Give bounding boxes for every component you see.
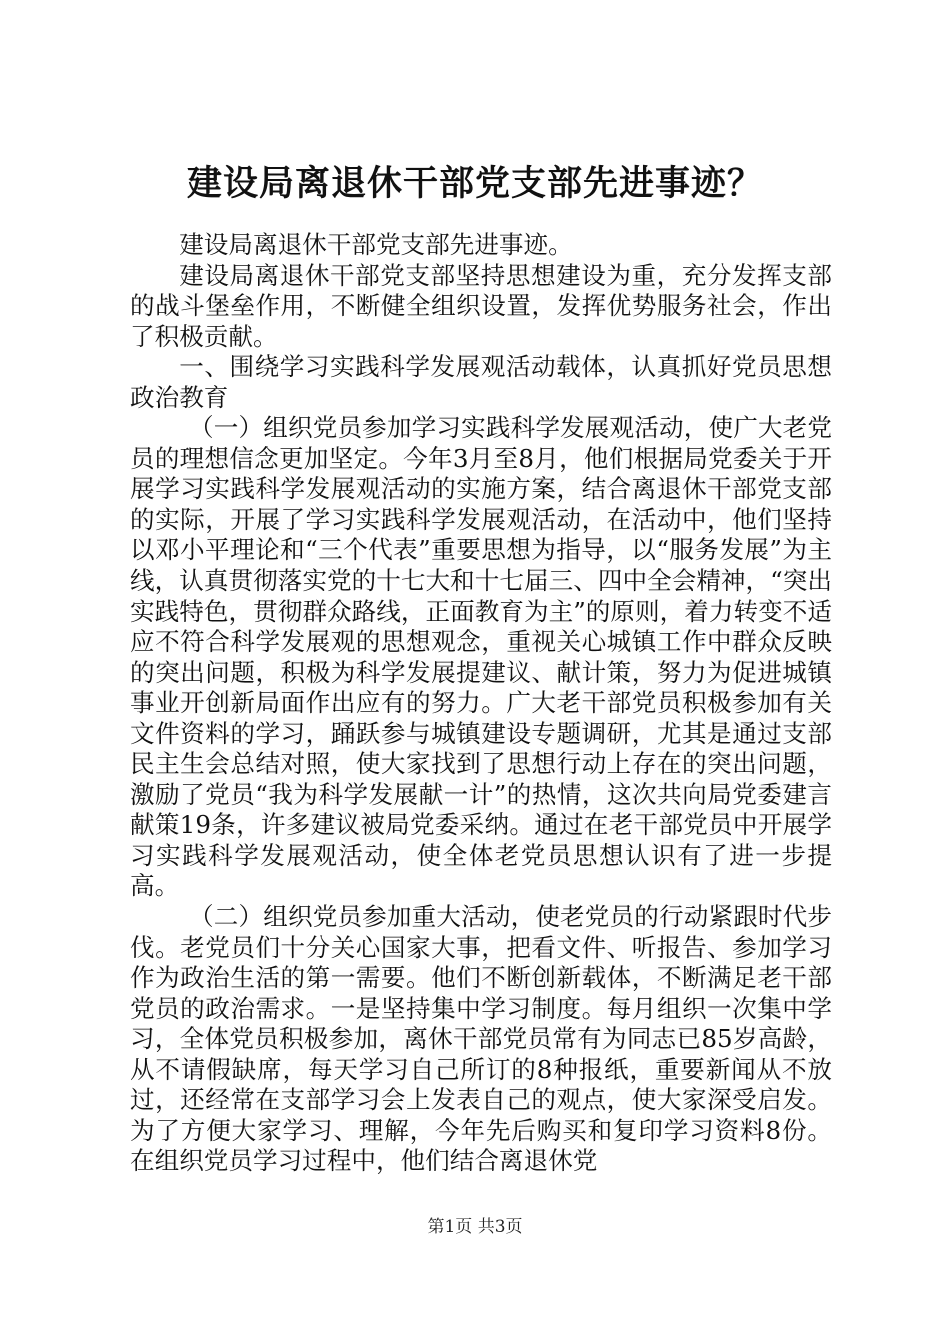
- page-number-footer: 第1页 共3页: [427, 1217, 523, 1237]
- paragraph-subsection-2: （二）组织党员参加重大活动，使老党员的行动紧跟时代步伐。老党员们十分关心国家大事，把看文件、听报告、参加学习作为政治生活的第一需要。他们不断创新载体，不断满足老干部党员的政治需求。一是坚持集中学习制度。每月组织一次集中学习，全体党员积极参加，离休干部党员常有为同志已85岁高龄，从不请假缺席，每天学习自己所订的8种报纸，重要新闻从不放过，还经常在支部学习会上发表自己的观点，使大家深受启发。为了方便大家学习、理解，今年先后购买和复印学习资料8份。在组织党员学习过程中，他们结合离退休党: [130, 902, 832, 1176]
- document-title: 建设局离退休干部党支部先进事迹？: [186, 163, 763, 204]
- section-heading-1: 一、围绕学习实践科学发展观活动载体，认真抓好党员思想政治教育: [130, 352, 832, 412]
- paragraph-subsection-1: （一）组织党员参加学习实践科学发展观活动，使广大老党员的理想信念更加坚定。今年3月至8月，他们根据局党委关于开展学习实践科学发展观活动的实施方案，结合离退休干部党支部的实际，开展了学习实践科学发展观活动，在活动中，他们坚持以邓小平理论和“三个代表”重要思想为指导，以“服务发展”为主线，认真贯彻落实党的十七大和十七届三、四中全会精神，“突出实践特色，贯彻群众路线，正面教育为主”的原则，着力转变不适应不符合科学发展观的思想观念，重视关心城镇工作中群众反映的突出问题，积极为科学发展提建议、献计策，努力为促进城镇事业开创新局面作出应有的努力。广大老干部党员积极参加有关文件资料的学习，踊跃参与城镇建设专题调研，尤其是通过支部民主生会总结对照，使大家找到了思想行动上存在的突出问题，激励了党员“我为科学发展献一计”的热情，这次共向局党委建言献策19条，许多建议被局党委采纳。通过在老干部党员中开展学习实践科学发展观活动，使全体老党员思想认识有了进一步提高。: [130, 413, 832, 901]
- paragraph-summary: 建设局离退休干部党支部坚持思想建设为重，充分发挥支部的战斗堡垒作用，不断健全组织设置，发挥优势服务社会，作出了积极贡献。: [130, 260, 832, 351]
- paragraph-intro: 建设局离退休干部党支部先进事迹。: [179, 230, 573, 259]
- document-body: [130, 230, 832, 1177]
